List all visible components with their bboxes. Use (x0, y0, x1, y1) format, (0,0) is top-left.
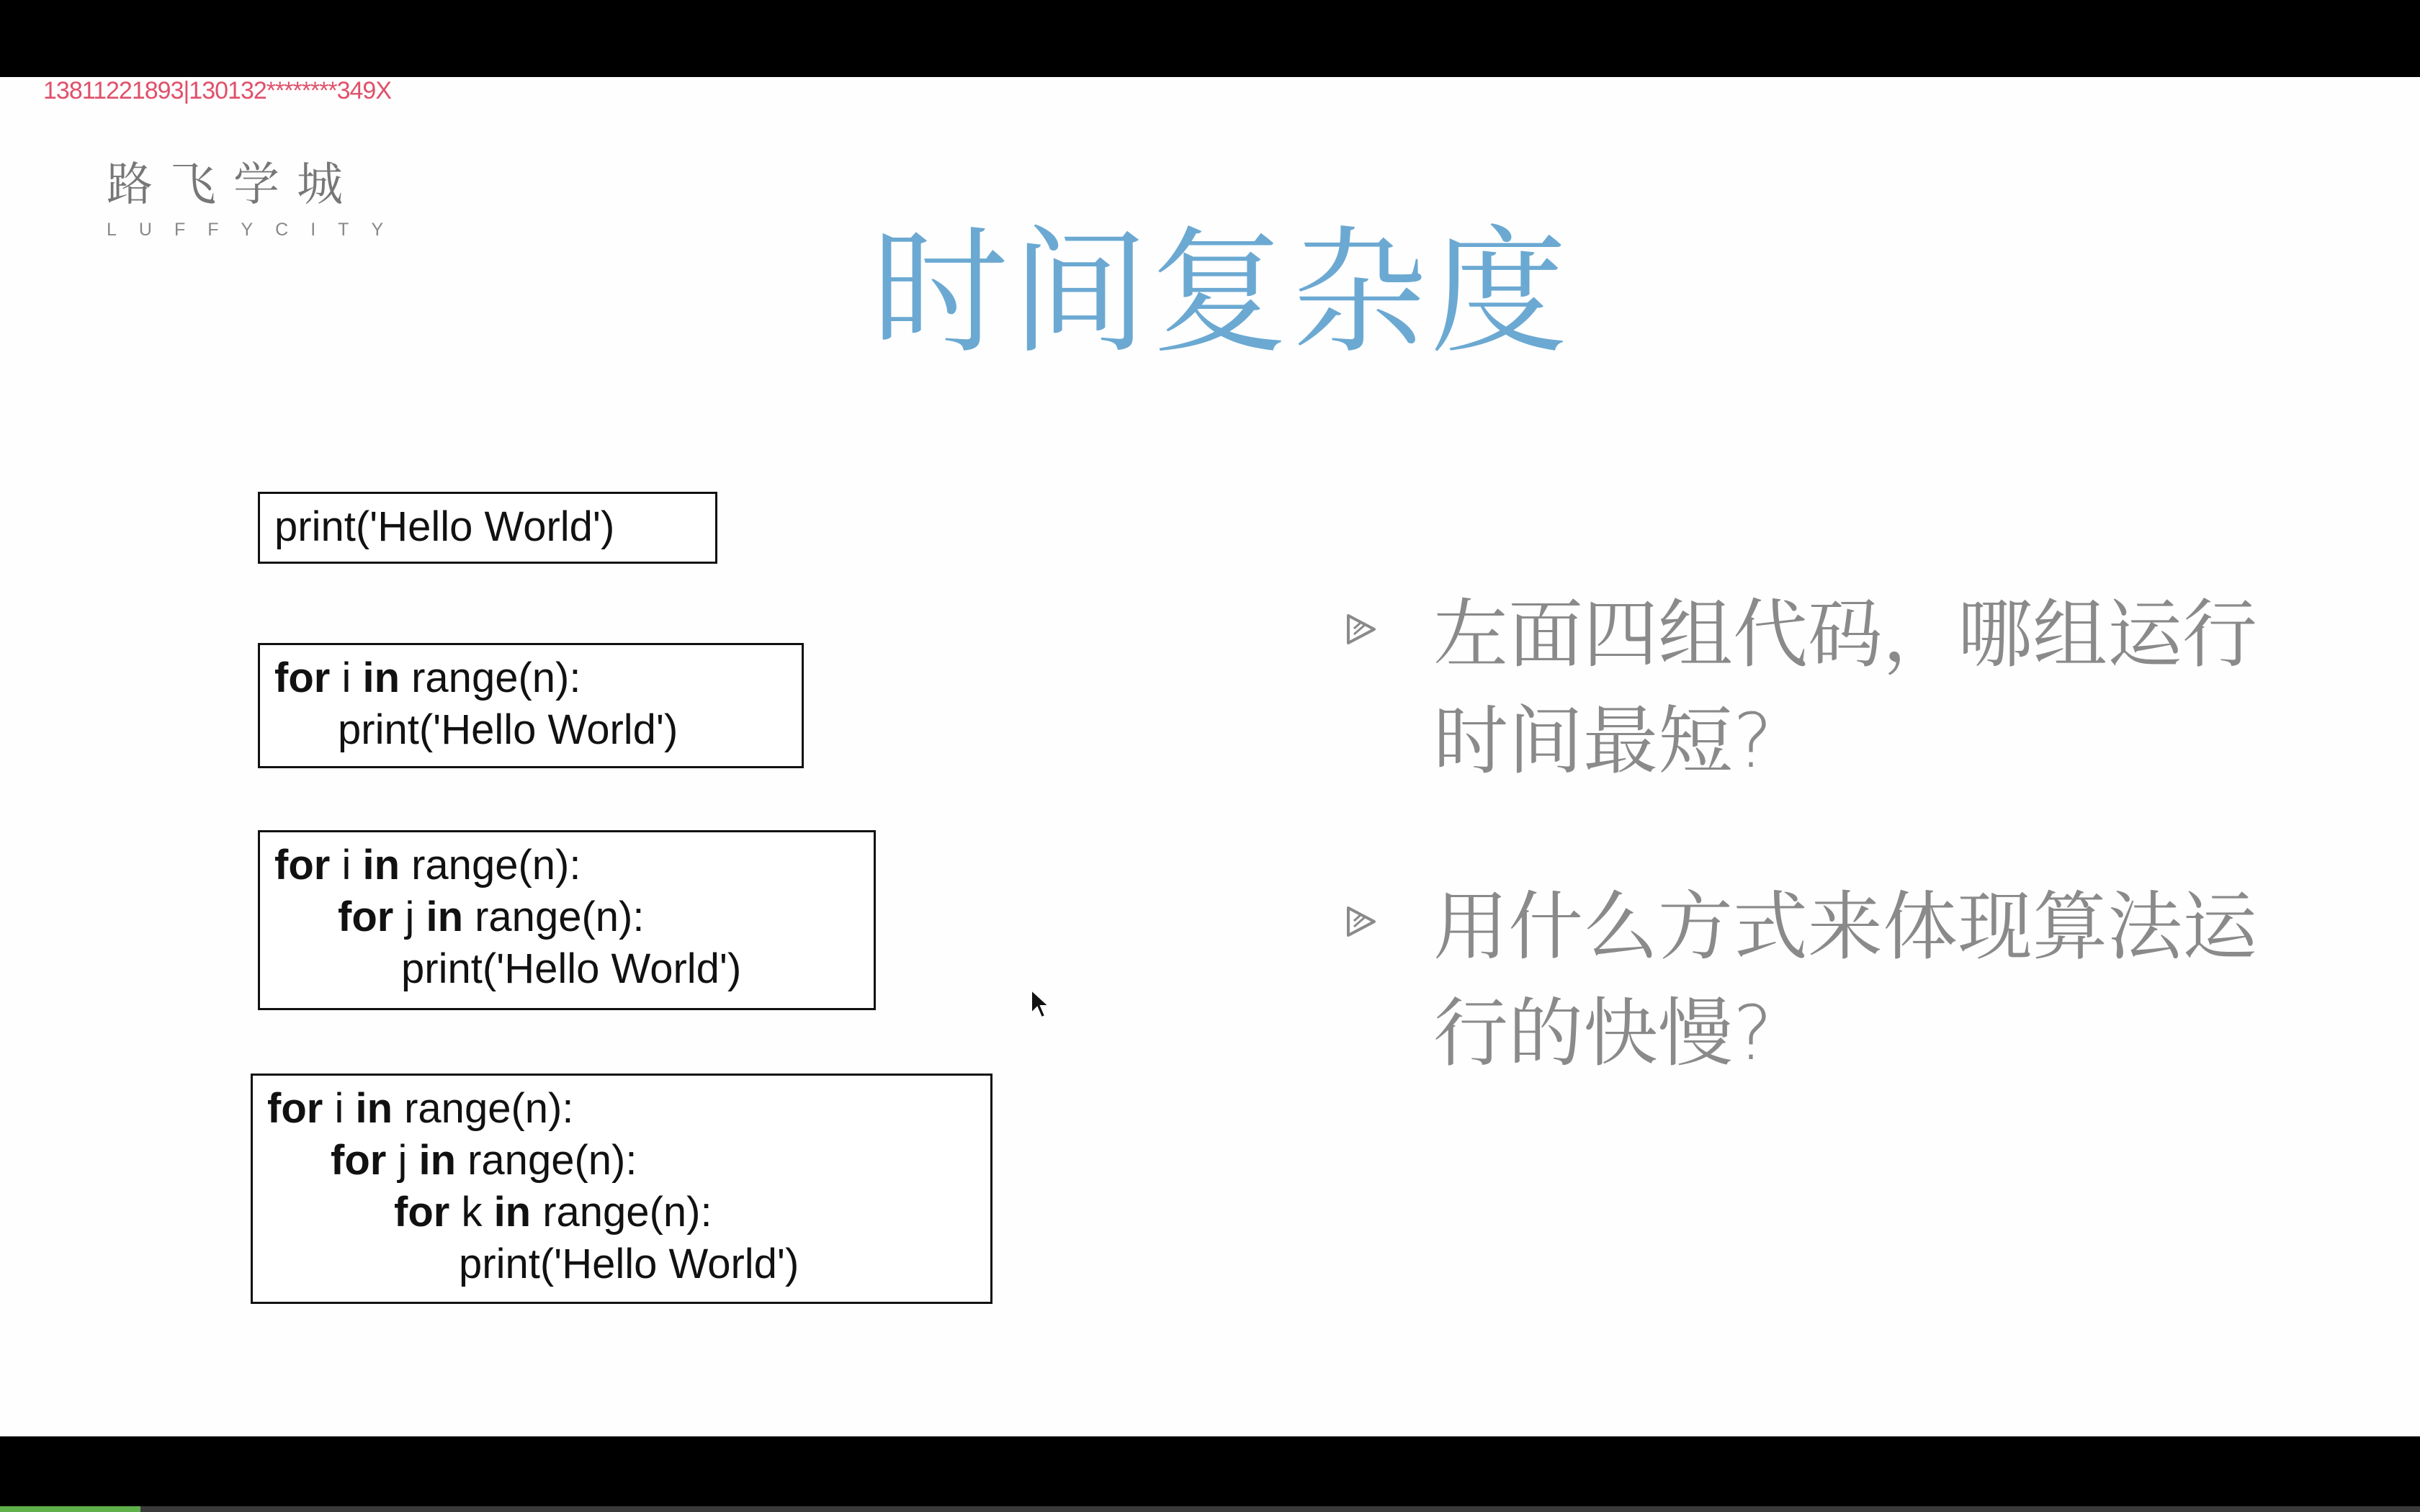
code-block-4 (251, 1074, 992, 1304)
code-keyword: in (362, 654, 400, 701)
code-line (274, 891, 859, 943)
code-line (267, 1187, 976, 1238)
code-keyword: for (394, 1189, 450, 1236)
code-keyword: for (274, 842, 331, 888)
code-keyword: for (331, 1137, 387, 1184)
code-text: range(n): (400, 654, 581, 701)
code-text: range(n): (531, 1189, 712, 1236)
code-keyword: for (267, 1085, 323, 1132)
code-line (267, 1135, 976, 1187)
playback-progress-fill (0, 1506, 140, 1512)
playback-progress-bar[interactable] (0, 1506, 2420, 1512)
bullet-text: 左面四组代码，哪组运行时间最短? (1433, 590, 2258, 785)
code-line (274, 840, 859, 891)
code-keyword: in (493, 1189, 532, 1236)
code-text: print('Hello World') (338, 706, 678, 753)
code-text: i (323, 1085, 356, 1132)
code-text: range(n): (393, 1085, 574, 1132)
code-keyword: in (418, 1137, 456, 1184)
code-text: print('Hello World') (401, 945, 742, 992)
code-keyword: for (338, 894, 394, 940)
code-block-1 (258, 492, 717, 564)
code-text: i (330, 654, 363, 701)
triangle-bullet-icon (1344, 613, 1377, 646)
user-watermark: 13811221893|130132********349X (43, 77, 392, 104)
code-block-2 (258, 643, 804, 768)
slide-title: 时间复杂度 (871, 213, 1571, 372)
code-text: k (449, 1189, 494, 1236)
bullet-item (1344, 581, 2280, 794)
code-text: j (386, 1137, 419, 1184)
code-keyword: in (362, 842, 400, 888)
presentation-slide (0, 77, 2420, 1436)
triangle-bullet-icon (1344, 905, 1377, 938)
code-keyword: for (274, 654, 331, 701)
top-letterbox-bar (0, 0, 2420, 77)
bullet-item (1344, 873, 2280, 1086)
mouse-pointer-icon (1030, 989, 1050, 1020)
code-text: range(n): (400, 842, 581, 888)
code-text: j (393, 894, 426, 940)
code-line (274, 704, 787, 756)
code-line (274, 501, 701, 553)
code-line (267, 1238, 976, 1290)
code-block-3 (258, 830, 876, 1010)
code-text: range(n): (463, 894, 645, 940)
logo-chinese-name: 路飞学城 (107, 158, 360, 212)
code-keyword: in (426, 894, 463, 940)
code-text: i (330, 842, 363, 888)
bullet-list (1344, 581, 2280, 1166)
code-text: print('Hello World') (459, 1241, 799, 1287)
code-line (274, 943, 859, 995)
code-line (274, 652, 787, 704)
logo-english-name: LUFFYCITY (107, 220, 406, 240)
code-keyword: in (355, 1085, 393, 1132)
code-text: print('Hello World') (274, 503, 615, 550)
luffycity-logo (107, 156, 405, 240)
bottom-letterbox-bar (0, 1436, 2420, 1512)
code-line (267, 1083, 976, 1135)
bullet-text: 用什么方式来体现算法运行的快慢? (1433, 883, 2258, 1077)
code-text: range(n): (456, 1137, 637, 1184)
